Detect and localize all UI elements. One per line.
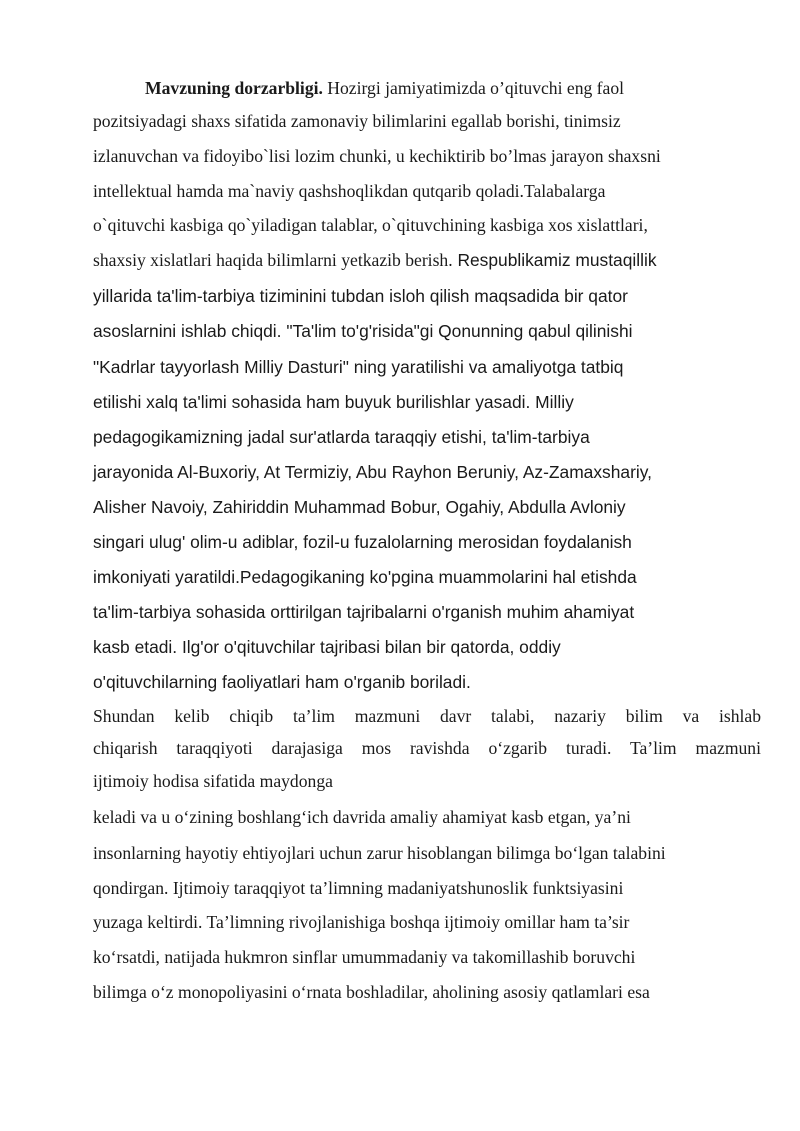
paragraph-line: bilimga o‘z monopoliyasini o‘rnata boshladilar, aholining asosiy qatlamlari esa — [93, 982, 650, 1002]
paragraph-line: qondirgan. Ijtimoiy taraqqiyot ta’limning madaniyatshunoslik funktsiyasini — [93, 878, 624, 898]
paragraph-line: ko‘rsatdi, natijada hukmron sinflar umummadaniy va takomillashib boruvchi — [93, 947, 636, 967]
paragraph-text: Respublikamiz mustaqillik — [452, 250, 657, 270]
paragraph-line-justified: chiqarish taraqqiyoti darajasiga mos ravishda o‘zgarib turadi. Ta’lim mazmuni — [93, 738, 761, 758]
paragraph-text: Hozirgi jamiyatimizda o’qituvchi eng faol — [322, 78, 625, 98]
paragraph-line: asoslarnini ishlab chiqdi. "Ta'lim to'g'risida"gi Qonunning qabul qilinishi — [93, 321, 633, 341]
paragraph-line: ta'lim-tarbiya sohasida orttirilgan tajribalarni o'rganish muhim ahamiyat — [93, 602, 635, 622]
paragraph-line: pozitsiyadagi shaxs sifatida zamonaviy bilimlarini egallab borishi, tinimsiz — [93, 111, 621, 131]
paragraph-line: "Kadrlar tayyorlash Milliy Dasturi" ning yaratilishi va amaliyotga tatbiq — [93, 357, 624, 377]
paragraph-text: shaxsiy xislatlari haqida bilimlarni yetkazib berish. — [93, 250, 453, 270]
paragraph-line: insonlarning hayotiy ehtiyojlari uchun zarur hisoblangan bilimga bo‘lgan talabini — [93, 843, 666, 863]
section-heading: Mavzuning dorzarbligi. — [145, 78, 323, 98]
paragraph-line: singari ulug' olim-u adiblar, fozil-u fuzalolarning merosidan foydalanish — [93, 532, 632, 552]
paragraph-first-line — [145, 80, 624, 98]
paragraph-line: keladi va u o‘zining boshlang‘ich davrida amaliy ahamiyat kasb etgan, ya’ni — [93, 807, 631, 827]
paragraph-line: o'qituvchilarning faoliyatlari ham o'rganib boriladi. — [93, 672, 471, 692]
paragraph-line: imkoniyati yaratildi.Pedagogikaning ko'pgina muammolarini hal etishda — [93, 567, 637, 587]
paragraph-line: etilishi xalq ta'limi sohasida ham buyuk burilishlar yasadi. Milliy — [93, 392, 574, 412]
paragraph-line-mixed — [93, 252, 657, 270]
paragraph-line: izlanuvchan va fidoyibo`lisi lozim chunki, u kechiktirib bo’lmas jarayon shaxsni — [93, 146, 661, 166]
paragraph-line: jarayonida Al-Buxoriy, At Termiziy, Abu Rayhon Beruniy, Az-Zamaxshariy, — [93, 462, 652, 482]
paragraph-line-justified: Shundan kelib chiqib ta’lim mazmuni davr talabi, nazariy bilim va ishlab — [93, 706, 761, 726]
paragraph-line: yillarida ta'lim-tarbiya tiziminini tubdan isloh qilish maqsadida bir qator — [93, 286, 628, 306]
paragraph-line: intellektual hamda ma`naviy qashshoqlikdan qutqarib qoladi.Talabalarga — [93, 181, 606, 201]
paragraph-line: yuzaga keltirdi. Ta’limning rivojlanishiga boshqa ijtimoiy omillar ham ta’sir — [93, 912, 630, 932]
paragraph-line: kasb etadi. Ilg'or o'qituvchilar tajribasi bilan bir qatorda, oddiy — [93, 637, 561, 657]
paragraph-line: Alisher Navoiy, Zahiriddin Muhammad Bobur, Ogahiy, Abdulla Avloniy — [93, 497, 626, 517]
paragraph-line: ijtimoiy hodisa sifatida maydonga — [93, 771, 333, 791]
paragraph-line: o`qituvchi kasbiga qo`yiladigan talablar, o`qituvchining kasbiga xos xislattlari, — [93, 215, 648, 235]
paragraph-line: pedagogikamizning jadal sur'atlarda taraqqiy etishi, ta'lim-tarbiya — [93, 427, 590, 447]
